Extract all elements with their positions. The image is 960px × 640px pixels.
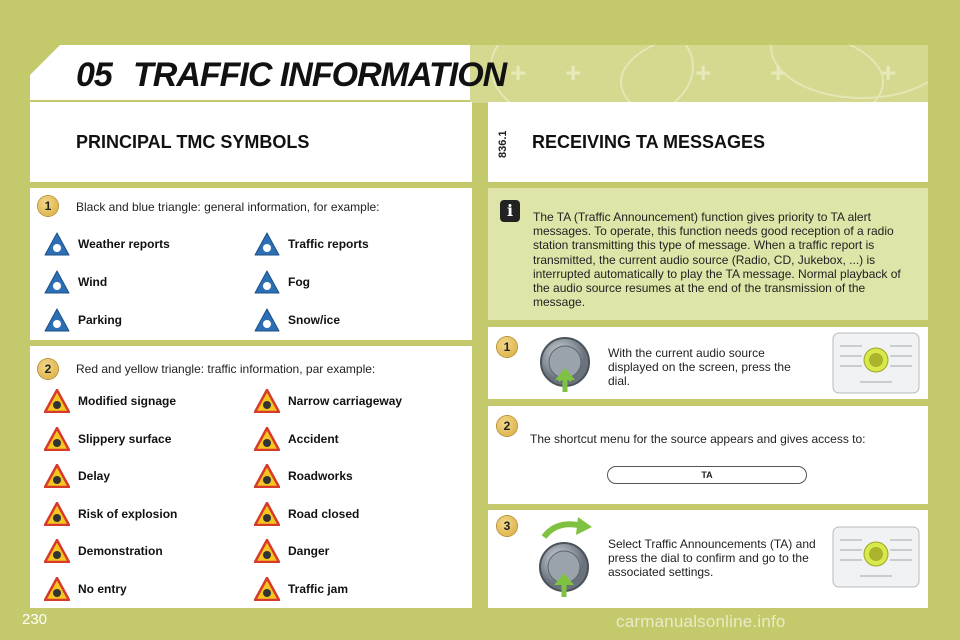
symbol-item <box>44 537 163 565</box>
plus-icon: + <box>510 57 527 88</box>
ta-info-text: The TA (Traffic Announcement) function gives priority to TA alert messages. To operate, this function needs good reception of a radio station transmitting this type of message. When a traffic report is transmitted, the current audio source (Radio, CD, Jukebox, ...) is interrupted automatically to play the TA message. Normal playback of the audio source resumes at the end of the transmission of the message. <box>533 210 901 310</box>
step-badge: 2 <box>497 416 517 436</box>
step-badge: 3 <box>497 516 517 536</box>
accident-triangle-icon <box>254 427 280 451</box>
symbol-label: Fog <box>288 275 310 289</box>
demonstration-triangle-icon <box>44 539 70 563</box>
traffic-jam-triangle-icon <box>254 577 280 601</box>
left-section-title: PRINCIPAL TMC SYMBOLS <box>76 132 310 152</box>
symbol-label: Wind <box>78 275 108 289</box>
symbol-label: Narrow carriageway <box>288 394 403 408</box>
symbol-item <box>254 306 340 334</box>
symbol-item <box>44 500 177 528</box>
step3-text: Select Traffic Announcements (TA) and press the dial to confirm and go to the associated settings. <box>608 537 816 579</box>
slippery-triangle-icon <box>44 427 70 451</box>
no-entry-triangle-icon <box>44 577 70 601</box>
symbol-label: Delay <box>78 469 111 483</box>
symbol-label: No entry <box>78 581 127 596</box>
symbol-label: Modified signage <box>78 394 177 408</box>
symbol-item <box>44 230 170 258</box>
block1-intro: Black and blue triangle: general information, for example: <box>76 200 380 214</box>
symbol-item <box>44 387 176 415</box>
symbol-label: Traffic jam <box>288 581 349 596</box>
right-section-title: RECEIVING TA MESSAGES <box>532 132 766 152</box>
symbol-label: Danger <box>288 544 330 558</box>
symbol-item <box>44 268 107 296</box>
symbol-label: Traffic reports <box>288 237 369 251</box>
symbol-item <box>254 425 339 453</box>
step2-text: The shortcut menu for the source appears and gives access to: <box>530 432 866 446</box>
explosion-triangle-icon <box>44 502 70 526</box>
step-badge: 2 <box>38 359 58 379</box>
page-title: TRAFFIC INFORMATION <box>133 56 507 94</box>
step-badge: 1 <box>497 337 517 357</box>
symbol-item <box>44 425 171 453</box>
symbol-label: Parking <box>78 313 123 327</box>
header-map-band <box>470 45 928 103</box>
plus-icon: + <box>565 57 582 88</box>
dial-rotate-press-icon <box>534 515 598 599</box>
watermark: carmanualsonline.info <box>616 612 786 631</box>
symbol-item <box>44 462 110 490</box>
symbol-item <box>254 575 348 603</box>
symbol-label: Weather reports <box>78 237 170 251</box>
chapter-number: 05 <box>76 56 112 94</box>
delay-triangle-icon <box>44 464 70 488</box>
ta-menu-option[interactable]: TA <box>607 466 807 484</box>
step1-text: With the current audio source displayed on the screen, press the dial. <box>608 346 791 388</box>
symbol-item <box>254 387 402 415</box>
weather-triangle-icon <box>44 232 70 256</box>
info-triangle-icon <box>254 232 280 256</box>
wind-triangle-icon <box>44 270 70 294</box>
plus-icon: + <box>880 57 897 88</box>
plus-icon: + <box>695 57 712 88</box>
symbol-item <box>44 575 127 603</box>
symbol-item <box>44 306 122 334</box>
plus-icon: + <box>770 57 787 88</box>
symbol-item <box>254 537 329 565</box>
danger-triangle-icon <box>254 539 280 563</box>
symbol-label: Accident <box>288 431 339 446</box>
page-code: 836.1 <box>497 130 509 158</box>
symbol-item <box>254 462 353 490</box>
modified-signage-triangle-icon <box>44 389 70 413</box>
info-icon: i <box>500 200 520 222</box>
dial-press-icon <box>538 334 592 394</box>
narrow-road-triangle-icon <box>254 389 280 413</box>
step2-panel <box>488 406 928 504</box>
roadworks-triangle-icon <box>254 464 280 488</box>
snowflake-triangle-icon <box>254 308 280 332</box>
parking-triangle-icon <box>44 308 70 332</box>
step-badge: 1 <box>38 196 58 216</box>
radio-panel-icon <box>832 332 920 394</box>
radio-panel-icon <box>832 526 920 588</box>
fog-triangle-icon <box>254 270 280 294</box>
symbol-label: Slippery surface <box>78 431 172 446</box>
road-closed-triangle-icon <box>254 502 280 526</box>
symbol-label: Demonstration <box>78 544 163 558</box>
symbol-label: Road closed <box>288 506 360 521</box>
symbol-item <box>254 500 359 528</box>
page-number: 230 <box>22 611 48 628</box>
symbol-label: Snow/ice <box>288 313 341 327</box>
symbol-label: Risk of explosion <box>78 506 178 521</box>
symbol-item <box>254 230 369 258</box>
block2-intro: Red and yellow triangle: traffic information, par example: <box>76 362 376 376</box>
symbol-label: Roadworks <box>288 469 353 483</box>
symbol-item <box>254 268 310 296</box>
